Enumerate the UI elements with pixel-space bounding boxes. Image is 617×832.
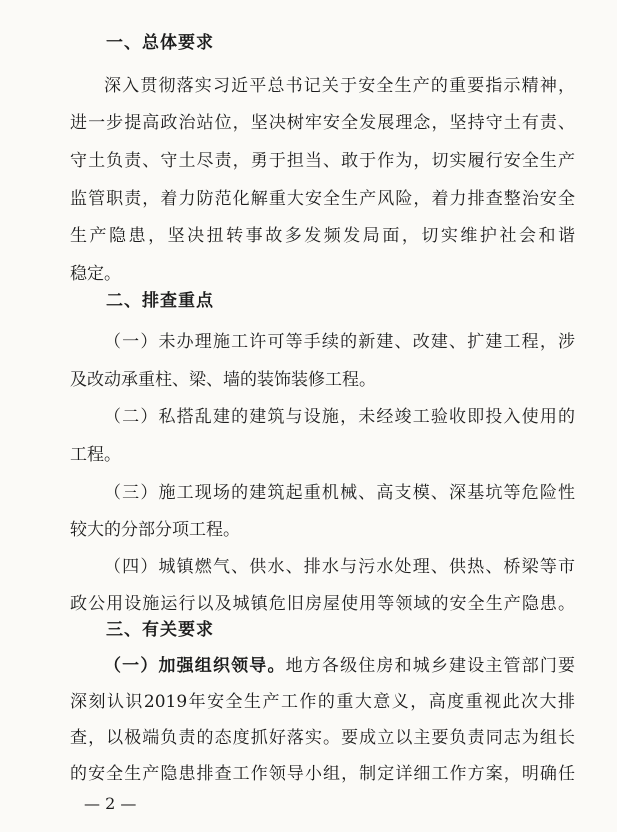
paragraph-line: 查，以极端负责的态度抓好落实。要成立以主要负责同志为组长 [70, 728, 575, 748]
section-heading-relevant-requirements: 三、有关要求 [106, 620, 214, 640]
paragraph-line: 守土负责、守土尽责，勇于担当、敢于作为，切实履行安全生产 [70, 151, 575, 171]
paragraph-line-first [104, 656, 575, 676]
paragraph-line: 生产隐患，坚决扭转事故多发频发局面，切实维护社会和谐 [70, 226, 575, 246]
paragraph-line: 工程。 [70, 445, 121, 465]
paragraph-lead-heading: （一）加强组织领导。 [104, 656, 286, 676]
page-number: — 2 — [84, 794, 137, 813]
paragraph-line: （一）未办理施工许可等手续的新建、改建、扩建工程，涉 [104, 332, 575, 352]
paragraph-line: （二）私搭乱建的建筑与设施，未经竣工验收即投入使用的 [104, 407, 575, 427]
paragraph-line: 监管职责，着力防范化解重大安全生产风险，着力排查整治安全 [70, 189, 575, 209]
paragraph-line: 及改动承重柱、梁、墙的装饰装修工程。 [70, 370, 376, 390]
section-heading-general-requirements: 一、总体要求 [106, 33, 214, 53]
paragraph-line: 稳定。 [70, 264, 121, 284]
paragraph-line: （三）施工现场的建筑起重机械、高支模、深基坑等危险性 [104, 483, 575, 503]
paragraph-lead-rest: 地方各级住房和城乡建设主管部门要 [285, 656, 576, 676]
paragraph-line: 政公用设施运行以及城镇危旧房屋使用等领域的安全生产隐患。 [70, 594, 575, 614]
paragraph-line: 深刻认识2019年安全生产工作的重大意义，高度重视此次大排 [70, 692, 575, 712]
paragraph-line: 较大的分部分项工程。 [70, 520, 240, 540]
paragraph-line: 进一步提高政治站位，坚决树牢安全发展理念，坚持守土有责、 [70, 113, 575, 133]
paragraph-line: 深入贯彻落实习近平总书记关于安全生产的重要指示精神， [104, 76, 575, 96]
paragraph-line: （四）城镇燃气、供水、排水与污水处理、供热、桥梁等市 [104, 557, 575, 577]
paragraph-line: 的安全生产隐患排查工作领导小组，制定详细工作方案，明确任 [70, 764, 575, 784]
section-heading-key-inspection-points: 二、排查重点 [106, 291, 214, 311]
